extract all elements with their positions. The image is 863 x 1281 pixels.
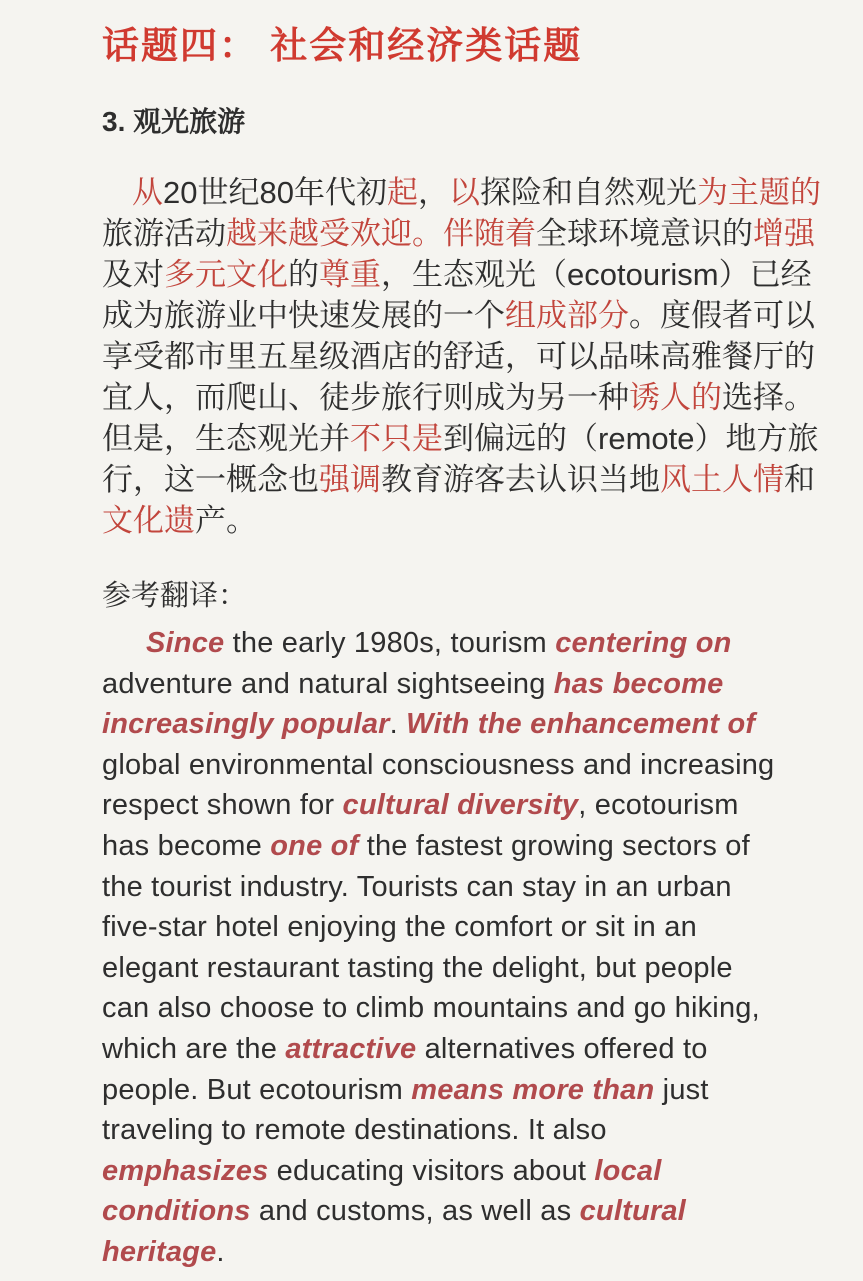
text-line <box>102 988 799 1029</box>
highlighted-text: 诱人的 <box>629 380 722 415</box>
plain-text: can also choose to climb mountains and go hiking, <box>102 992 760 1025</box>
highlighted-text: 为主题的 <box>696 175 821 210</box>
text-line <box>102 418 819 459</box>
plain-text: 行，这一概念也 <box>102 462 319 497</box>
text-line <box>102 1029 799 1070</box>
plain-text: . <box>389 708 407 741</box>
highlighted-text: conditions <box>102 1195 251 1228</box>
text-line <box>102 1110 799 1151</box>
highlighted-text: 不只是 <box>350 421 443 456</box>
text-line <box>102 948 799 989</box>
highlighted-text: 尊重 <box>319 257 381 292</box>
plain-text: 探险和自然观光 <box>479 175 697 210</box>
plain-text: just <box>654 1073 709 1106</box>
plain-text: traveling to remote destinations. It also <box>102 1114 607 1147</box>
highlighted-text: With the enhancement of <box>406 708 756 741</box>
highlighted-text: 伴随着 <box>443 216 536 251</box>
text-line <box>102 704 799 745</box>
highlighted-text: one of <box>270 829 359 862</box>
plain-text: educating visitors about <box>268 1154 595 1187</box>
text-line <box>102 459 815 500</box>
plain-text: 旅游活动 <box>102 216 226 251</box>
highlighted-text: 组成部分 <box>505 298 629 333</box>
plain-text: global environmental consciousness and increasing <box>102 748 775 781</box>
highlighted-text: 文化遗 <box>102 503 195 538</box>
highlighted-text: has become <box>553 667 724 700</box>
highlighted-text: 风土人情 <box>660 462 784 497</box>
highlighted-text: emphasizes <box>102 1154 269 1187</box>
plain-text: ， <box>417 175 449 210</box>
highlighted-text: 从 <box>132 175 163 210</box>
text-line <box>102 1232 799 1273</box>
plain-text: . <box>216 1235 225 1268</box>
highlighted-text: cultural diversity <box>342 789 579 822</box>
plain-text: has become <box>102 829 271 862</box>
highlighted-text: 增强 <box>753 216 815 251</box>
highlighted-text: attractive <box>285 1032 417 1065</box>
text-line <box>102 213 815 254</box>
plain-text: the early 1980s, tourism <box>224 627 556 659</box>
highlighted-text: local <box>594 1154 662 1187</box>
plain-text: 20世纪80年代初 <box>163 175 387 210</box>
highlighted-text: Since <box>146 627 225 659</box>
plain-text: alternatives offered to <box>416 1032 708 1065</box>
plain-text: 及对 <box>102 257 164 292</box>
plain-text: 享受都市里五星级酒店的舒适，可以品味高雅餐厅的 <box>102 339 815 374</box>
plain-text: people. But ecotourism <box>102 1073 412 1106</box>
text-line <box>102 1070 799 1111</box>
text-line <box>102 377 815 418</box>
text-line <box>102 867 799 908</box>
translation-label: 参考翻译： <box>102 580 248 612</box>
text-line <box>102 254 812 295</box>
plain-text: five-star hotel enjoying the comfort or sit in an <box>102 911 697 944</box>
plain-text: 和 <box>784 462 815 497</box>
plain-text: 全球环境意识的 <box>536 216 753 251</box>
plain-text: 教育游客去认识当地 <box>381 462 660 497</box>
section-heading: 3. 观光旅游 <box>102 106 246 137</box>
plain-text: ，生态观光（ecotourism）已经 <box>381 257 812 292</box>
text-line <box>102 172 821 213</box>
text-line <box>102 826 799 867</box>
highlighted-text: heritage <box>102 1235 217 1268</box>
english-paragraph <box>102 623 799 1273</box>
highlighted-text: cultural <box>579 1195 686 1228</box>
text-line <box>102 1191 799 1232</box>
plain-text: adventure and natural sightseeing <box>102 667 554 700</box>
highlighted-text: means more than <box>411 1073 655 1106</box>
plain-text: elegant restaurant tasting the delight, but people <box>102 951 733 984</box>
plain-text: the fastest growing sectors of <box>358 829 750 862</box>
plain-text: 。度假者可以 <box>629 298 815 333</box>
plain-text: 的 <box>288 257 319 292</box>
plain-text: respect shown for <box>102 789 343 822</box>
text-line <box>102 785 799 826</box>
text-line <box>102 623 799 664</box>
text-line <box>102 745 799 786</box>
plain-text: , ecotourism <box>578 789 739 822</box>
highlighted-text: 多元文化 <box>164 257 288 292</box>
plain-text: 宜人，而爬山、徒步旅行则成为另一种 <box>102 380 629 415</box>
plain-text: the tourist industry. Tourists can stay in an urban <box>102 870 732 903</box>
highlighted-text: centering on <box>555 627 732 659</box>
plain-text: 成为旅游业中快速发展的一个 <box>102 298 505 333</box>
text-line <box>102 907 799 948</box>
text-line <box>102 1151 799 1192</box>
page-title: 话题四： 社会和经济类话题 <box>102 25 583 66</box>
text-line <box>102 336 815 377</box>
highlighted-text: increasingly popular <box>102 708 390 741</box>
highlighted-text: 起 <box>386 175 418 210</box>
text-line <box>102 500 799 541</box>
plain-text: 到偏远的（remote）地方旅 <box>443 421 819 456</box>
highlighted-text: 强调 <box>319 462 381 497</box>
text-line <box>102 295 815 336</box>
plain-text: 但是，生态观光并 <box>102 421 350 456</box>
text-line <box>102 664 799 705</box>
plain-text: 选择。 <box>722 380 815 415</box>
plain-text: which are the <box>102 1032 286 1065</box>
highlighted-text: 越来越受欢迎。 <box>226 216 443 251</box>
plain-text: and customs, as well as <box>250 1195 580 1228</box>
chinese-paragraph <box>102 172 821 541</box>
highlighted-text: 以 <box>448 175 480 210</box>
plain-text: 产。 <box>195 503 257 538</box>
